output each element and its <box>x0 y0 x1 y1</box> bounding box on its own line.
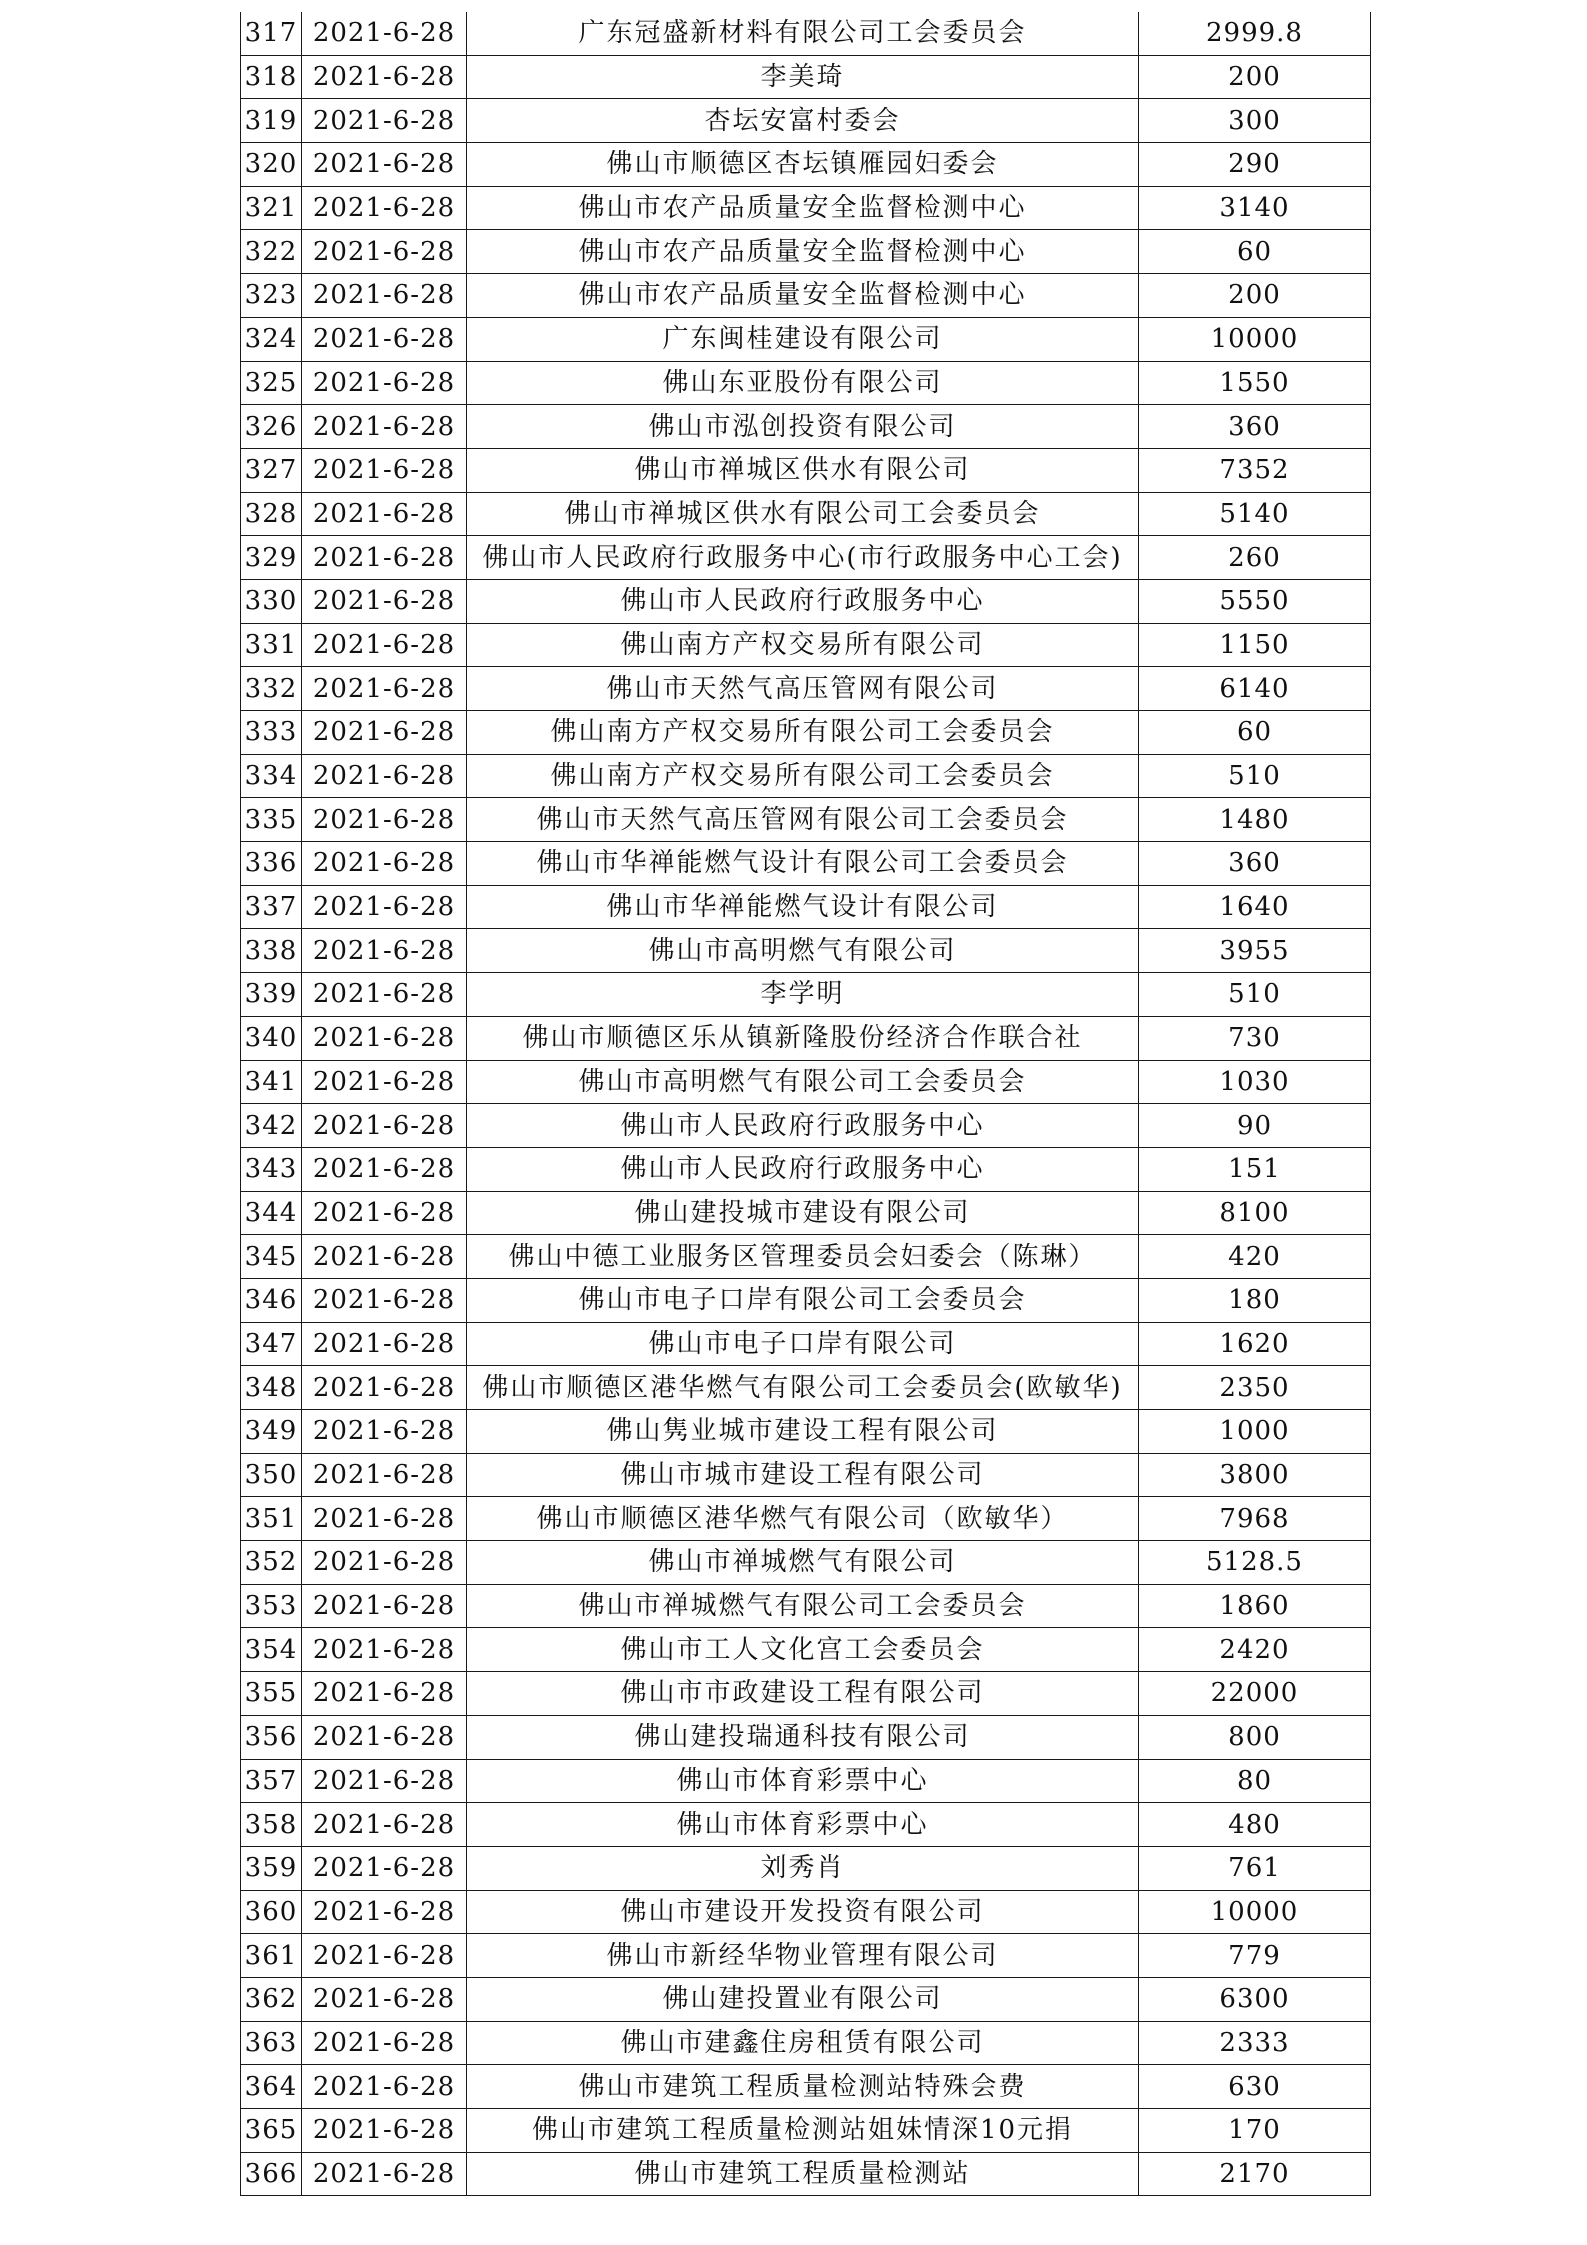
row-number-cell: 322 <box>241 230 302 274</box>
row-number-cell: 340 <box>241 1016 302 1060</box>
donor-name-cell: 佛山市建鑫住房租赁有限公司 <box>467 2021 1139 2065</box>
row-number-cell: 350 <box>241 1453 302 1497</box>
table-row <box>241 1235 1371 1279</box>
table-row <box>241 1410 1371 1454</box>
table-row <box>241 1541 1371 1585</box>
date-cell: 2021-6-28 <box>302 2021 467 2065</box>
donor-name-cell: 佛山南方产权交易所有限公司工会委员会 <box>467 711 1139 755</box>
donor-name-cell: 佛山市高明燃气有限公司 <box>467 929 1139 973</box>
date-cell: 2021-6-28 <box>302 1497 467 1541</box>
amount-cell: 5140 <box>1139 492 1371 536</box>
table-row <box>241 798 1371 842</box>
donor-name-cell: 佛山市电子口岸有限公司 <box>467 1322 1139 1366</box>
date-cell: 2021-6-28 <box>302 143 467 187</box>
row-number-cell: 331 <box>241 623 302 667</box>
date-cell: 2021-6-28 <box>302 2065 467 2109</box>
amount-cell: 1030 <box>1139 1060 1371 1104</box>
date-cell: 2021-6-28 <box>302 1235 467 1279</box>
row-number-cell: 349 <box>241 1410 302 1454</box>
row-number-cell: 333 <box>241 711 302 755</box>
donor-name-cell: 佛山市农产品质量安全监督检测中心 <box>467 230 1139 274</box>
date-cell: 2021-6-28 <box>302 1672 467 1716</box>
date-cell: 2021-6-28 <box>302 448 467 492</box>
row-number-cell: 345 <box>241 1235 302 1279</box>
donor-name-cell: 杏坛安富村委会 <box>467 99 1139 143</box>
date-cell: 2021-6-28 <box>302 186 467 230</box>
table-row <box>241 754 1371 798</box>
date-cell: 2021-6-28 <box>302 55 467 99</box>
date-cell: 2021-6-28 <box>302 361 467 405</box>
donor-name-cell: 广东冠盛新材料有限公司工会委员会 <box>467 12 1139 55</box>
table-row <box>241 1584 1371 1628</box>
amount-cell: 151 <box>1139 1147 1371 1191</box>
amount-cell: 480 <box>1139 1803 1371 1847</box>
row-number-cell: 327 <box>241 448 302 492</box>
amount-cell: 90 <box>1139 1104 1371 1148</box>
donor-name-cell: 佛山市建筑工程质量检测站姐妹情深10元捐 <box>467 2109 1139 2153</box>
amount-cell: 2350 <box>1139 1366 1371 1410</box>
row-number-cell: 343 <box>241 1147 302 1191</box>
table-row <box>241 405 1371 449</box>
amount-cell: 510 <box>1139 973 1371 1017</box>
date-cell: 2021-6-28 <box>302 1147 467 1191</box>
table-row <box>241 667 1371 711</box>
table-row <box>241 12 1371 55</box>
amount-cell: 300 <box>1139 99 1371 143</box>
amount-cell: 779 <box>1139 1934 1371 1978</box>
amount-cell: 1620 <box>1139 1322 1371 1366</box>
donor-name-cell: 佛山市华禅能燃气设计有限公司工会委员会 <box>467 842 1139 886</box>
row-number-cell: 324 <box>241 317 302 361</box>
donor-name-cell: 佛山市顺德区乐从镇新隆股份经济合作联合社 <box>467 1016 1139 1060</box>
date-cell: 2021-6-28 <box>302 317 467 361</box>
donor-name-cell: 佛山市新经华物业管理有限公司 <box>467 1934 1139 1978</box>
date-cell: 2021-6-28 <box>302 1322 467 1366</box>
table-row <box>241 536 1371 580</box>
date-cell: 2021-6-28 <box>302 274 467 318</box>
date-cell: 2021-6-28 <box>302 2109 467 2153</box>
table-row <box>241 230 1371 274</box>
table-row <box>241 1104 1371 1148</box>
donor-name-cell: 佛山南方产权交易所有限公司工会委员会 <box>467 754 1139 798</box>
donor-name-cell: 佛山市顺德区港华燃气有限公司工会委员会(欧敏华) <box>467 1366 1139 1410</box>
donor-name-cell: 佛山市城市建设工程有限公司 <box>467 1453 1139 1497</box>
date-cell: 2021-6-28 <box>302 885 467 929</box>
date-cell: 2021-6-28 <box>302 1541 467 1585</box>
table-row <box>241 361 1371 405</box>
table-row <box>241 492 1371 536</box>
row-number-cell: 336 <box>241 842 302 886</box>
table-row <box>241 973 1371 1017</box>
donor-name-cell: 佛山市体育彩票中心 <box>467 1759 1139 1803</box>
amount-cell: 360 <box>1139 405 1371 449</box>
date-cell: 2021-6-28 <box>302 579 467 623</box>
donor-name-cell: 佛山隽业城市建设工程有限公司 <box>467 1410 1139 1454</box>
table-row <box>241 55 1371 99</box>
amount-cell: 1150 <box>1139 623 1371 667</box>
donor-name-cell: 佛山市人民政府行政服务中心 <box>467 579 1139 623</box>
amount-cell: 10000 <box>1139 1890 1371 1934</box>
date-cell: 2021-6-28 <box>302 929 467 973</box>
donor-name-cell: 佛山市天然气高压管网有限公司工会委员会 <box>467 798 1139 842</box>
date-cell: 2021-6-28 <box>302 623 467 667</box>
row-number-cell: 356 <box>241 1715 302 1759</box>
donor-name-cell: 佛山中德工业服务区管理委员会妇委会（陈琳） <box>467 1235 1139 1279</box>
date-cell: 2021-6-28 <box>302 1104 467 1148</box>
amount-cell: 420 <box>1139 1235 1371 1279</box>
amount-cell: 60 <box>1139 711 1371 755</box>
table-row <box>241 99 1371 143</box>
table-row <box>241 1715 1371 1759</box>
donor-name-cell: 佛山市工人文化宫工会委员会 <box>467 1628 1139 1672</box>
amount-cell: 60 <box>1139 230 1371 274</box>
donor-name-cell: 佛山建投置业有限公司 <box>467 1977 1139 2021</box>
row-number-cell: 355 <box>241 1672 302 1716</box>
amount-cell: 7352 <box>1139 448 1371 492</box>
amount-cell: 3955 <box>1139 929 1371 973</box>
donor-name-cell: 佛山市人民政府行政服务中心 <box>467 1147 1139 1191</box>
row-number-cell: 361 <box>241 1934 302 1978</box>
donor-name-cell: 佛山市建设开发投资有限公司 <box>467 1890 1139 1934</box>
row-number-cell: 337 <box>241 885 302 929</box>
amount-cell: 2999.8 <box>1139 12 1371 55</box>
amount-cell: 2420 <box>1139 1628 1371 1672</box>
donor-name-cell: 佛山市禅城燃气有限公司工会委员会 <box>467 1584 1139 1628</box>
table-row <box>241 579 1371 623</box>
amount-cell: 510 <box>1139 754 1371 798</box>
amount-cell: 10000 <box>1139 317 1371 361</box>
table-row <box>241 2152 1371 2196</box>
donor-name-cell: 李美琦 <box>467 55 1139 99</box>
table-row <box>241 1803 1371 1847</box>
donor-name-cell: 佛山市禅城燃气有限公司 <box>467 1541 1139 1585</box>
date-cell: 2021-6-28 <box>302 2152 467 2196</box>
table-row <box>241 1366 1371 1410</box>
date-cell: 2021-6-28 <box>302 1846 467 1890</box>
amount-cell: 360 <box>1139 842 1371 886</box>
row-number-cell: 364 <box>241 2065 302 2109</box>
row-number-cell: 348 <box>241 1366 302 1410</box>
row-number-cell: 359 <box>241 1846 302 1890</box>
donor-name-cell: 佛山市泓创投资有限公司 <box>467 405 1139 449</box>
donor-name-cell: 佛山市禅城区供水有限公司工会委员会 <box>467 492 1139 536</box>
date-cell: 2021-6-28 <box>302 1016 467 1060</box>
amount-cell: 3140 <box>1139 186 1371 230</box>
amount-cell: 200 <box>1139 274 1371 318</box>
date-cell: 2021-6-28 <box>302 536 467 580</box>
row-number-cell: 344 <box>241 1191 302 1235</box>
donor-name-cell: 佛山市顺德区杏坛镇雁园妇委会 <box>467 143 1139 187</box>
table-row <box>241 1147 1371 1191</box>
amount-cell: 5550 <box>1139 579 1371 623</box>
row-number-cell: 320 <box>241 143 302 187</box>
row-number-cell: 352 <box>241 1541 302 1585</box>
table-row <box>241 1453 1371 1497</box>
table-row <box>241 1890 1371 1934</box>
amount-cell: 761 <box>1139 1846 1371 1890</box>
donor-name-cell: 广东闽桂建设有限公司 <box>467 317 1139 361</box>
row-number-cell: 347 <box>241 1322 302 1366</box>
donor-name-cell: 佛山市市政建设工程有限公司 <box>467 1672 1139 1716</box>
donor-name-cell: 佛山市人民政府行政服务中心 <box>467 1104 1139 1148</box>
donation-table-body <box>241 12 1371 2196</box>
donor-name-cell: 刘秀肖 <box>467 1846 1139 1890</box>
amount-cell: 8100 <box>1139 1191 1371 1235</box>
amount-cell: 2170 <box>1139 2152 1371 2196</box>
row-number-cell: 321 <box>241 186 302 230</box>
row-number-cell: 366 <box>241 2152 302 2196</box>
amount-cell: 1480 <box>1139 798 1371 842</box>
donor-name-cell: 佛山市人民政府行政服务中心(市行政服务中心工会) <box>467 536 1139 580</box>
date-cell: 2021-6-28 <box>302 1715 467 1759</box>
table-row <box>241 1934 1371 1978</box>
date-cell: 2021-6-28 <box>302 667 467 711</box>
table-row <box>241 1322 1371 1366</box>
donor-name-cell: 佛山市农产品质量安全监督检测中心 <box>467 186 1139 230</box>
date-cell: 2021-6-28 <box>302 842 467 886</box>
row-number-cell: 346 <box>241 1278 302 1322</box>
donor-name-cell: 佛山市华禅能燃气设计有限公司 <box>467 885 1139 929</box>
date-cell: 2021-6-28 <box>302 12 467 55</box>
donor-name-cell: 佛山建投城市建设有限公司 <box>467 1191 1139 1235</box>
table-row <box>241 2065 1371 2109</box>
amount-cell: 6140 <box>1139 667 1371 711</box>
amount-cell: 730 <box>1139 1016 1371 1060</box>
amount-cell: 1640 <box>1139 885 1371 929</box>
amount-cell: 170 <box>1139 2109 1371 2153</box>
donor-name-cell: 佛山建投瑞通科技有限公司 <box>467 1715 1139 1759</box>
row-number-cell: 353 <box>241 1584 302 1628</box>
table-row <box>241 2021 1371 2065</box>
donor-name-cell: 佛山市顺德区港华燃气有限公司（欧敏华） <box>467 1497 1139 1541</box>
date-cell: 2021-6-28 <box>302 754 467 798</box>
table-row <box>241 1846 1371 1890</box>
table-row <box>241 448 1371 492</box>
donation-table <box>240 12 1371 2196</box>
date-cell: 2021-6-28 <box>302 1977 467 2021</box>
row-number-cell: 363 <box>241 2021 302 2065</box>
date-cell: 2021-6-28 <box>302 1890 467 1934</box>
amount-cell: 290 <box>1139 143 1371 187</box>
amount-cell: 1860 <box>1139 1584 1371 1628</box>
donor-name-cell: 佛山市建筑工程质量检测站 <box>467 2152 1139 2196</box>
date-cell: 2021-6-28 <box>302 1366 467 1410</box>
table-row <box>241 274 1371 318</box>
row-number-cell: 357 <box>241 1759 302 1803</box>
donor-name-cell: 佛山市天然气高压管网有限公司 <box>467 667 1139 711</box>
row-number-cell: 318 <box>241 55 302 99</box>
donor-name-cell: 佛山市电子口岸有限公司工会委员会 <box>467 1278 1139 1322</box>
date-cell: 2021-6-28 <box>302 1628 467 1672</box>
donor-name-cell: 佛山南方产权交易所有限公司 <box>467 623 1139 667</box>
donor-name-cell: 佛山市禅城区供水有限公司 <box>467 448 1139 492</box>
table-row <box>241 1278 1371 1322</box>
amount-cell: 3800 <box>1139 1453 1371 1497</box>
table-row <box>241 623 1371 667</box>
table-row <box>241 1191 1371 1235</box>
row-number-cell: 358 <box>241 1803 302 1847</box>
donor-name-cell: 李学明 <box>467 973 1139 1017</box>
row-number-cell: 323 <box>241 274 302 318</box>
date-cell: 2021-6-28 <box>302 1453 467 1497</box>
date-cell: 2021-6-28 <box>302 1803 467 1847</box>
donor-name-cell: 佛山市高明燃气有限公司工会委员会 <box>467 1060 1139 1104</box>
amount-cell: 1550 <box>1139 361 1371 405</box>
date-cell: 2021-6-28 <box>302 1934 467 1978</box>
amount-cell: 2333 <box>1139 2021 1371 2065</box>
date-cell: 2021-6-28 <box>302 1278 467 1322</box>
date-cell: 2021-6-28 <box>302 492 467 536</box>
row-number-cell: 330 <box>241 579 302 623</box>
date-cell: 2021-6-28 <box>302 230 467 274</box>
table-row <box>241 885 1371 929</box>
row-number-cell: 362 <box>241 1977 302 2021</box>
amount-cell: 630 <box>1139 2065 1371 2109</box>
table-row <box>241 186 1371 230</box>
table-row <box>241 1628 1371 1672</box>
row-number-cell: 351 <box>241 1497 302 1541</box>
row-number-cell: 339 <box>241 973 302 1017</box>
donor-name-cell: 佛山市农产品质量安全监督检测中心 <box>467 274 1139 318</box>
row-number-cell: 360 <box>241 1890 302 1934</box>
date-cell: 2021-6-28 <box>302 99 467 143</box>
table-row <box>241 143 1371 187</box>
table-row <box>241 1016 1371 1060</box>
row-number-cell: 326 <box>241 405 302 449</box>
amount-cell: 80 <box>1139 1759 1371 1803</box>
table-row <box>241 842 1371 886</box>
donor-name-cell: 佛山东亚股份有限公司 <box>467 361 1139 405</box>
row-number-cell: 334 <box>241 754 302 798</box>
table-row <box>241 2109 1371 2153</box>
date-cell: 2021-6-28 <box>302 1060 467 1104</box>
row-number-cell: 342 <box>241 1104 302 1148</box>
amount-cell: 800 <box>1139 1715 1371 1759</box>
date-cell: 2021-6-28 <box>302 1759 467 1803</box>
row-number-cell: 365 <box>241 2109 302 2153</box>
row-number-cell: 325 <box>241 361 302 405</box>
amount-cell: 260 <box>1139 536 1371 580</box>
table-row <box>241 317 1371 361</box>
table-row <box>241 1060 1371 1104</box>
date-cell: 2021-6-28 <box>302 1191 467 1235</box>
row-number-cell: 329 <box>241 536 302 580</box>
donor-name-cell: 佛山市建筑工程质量检测站特殊会费 <box>467 2065 1139 2109</box>
amount-cell: 200 <box>1139 55 1371 99</box>
row-number-cell: 341 <box>241 1060 302 1104</box>
row-number-cell: 317 <box>241 12 302 55</box>
row-number-cell: 354 <box>241 1628 302 1672</box>
row-number-cell: 332 <box>241 667 302 711</box>
row-number-cell: 335 <box>241 798 302 842</box>
date-cell: 2021-6-28 <box>302 798 467 842</box>
amount-cell: 22000 <box>1139 1672 1371 1716</box>
table-row <box>241 929 1371 973</box>
donor-name-cell: 佛山市体育彩票中心 <box>467 1803 1139 1847</box>
amount-cell: 7968 <box>1139 1497 1371 1541</box>
date-cell: 2021-6-28 <box>302 405 467 449</box>
table-row <box>241 1977 1371 2021</box>
date-cell: 2021-6-28 <box>302 1410 467 1454</box>
date-cell: 2021-6-28 <box>302 711 467 755</box>
amount-cell: 5128.5 <box>1139 1541 1371 1585</box>
table-row <box>241 1672 1371 1716</box>
amount-cell: 180 <box>1139 1278 1371 1322</box>
table-row <box>241 711 1371 755</box>
date-cell: 2021-6-28 <box>302 1584 467 1628</box>
date-cell: 2021-6-28 <box>302 973 467 1017</box>
amount-cell: 6300 <box>1139 1977 1371 2021</box>
table-row <box>241 1759 1371 1803</box>
row-number-cell: 338 <box>241 929 302 973</box>
row-number-cell: 328 <box>241 492 302 536</box>
amount-cell: 1000 <box>1139 1410 1371 1454</box>
table-row <box>241 1497 1371 1541</box>
row-number-cell: 319 <box>241 99 302 143</box>
